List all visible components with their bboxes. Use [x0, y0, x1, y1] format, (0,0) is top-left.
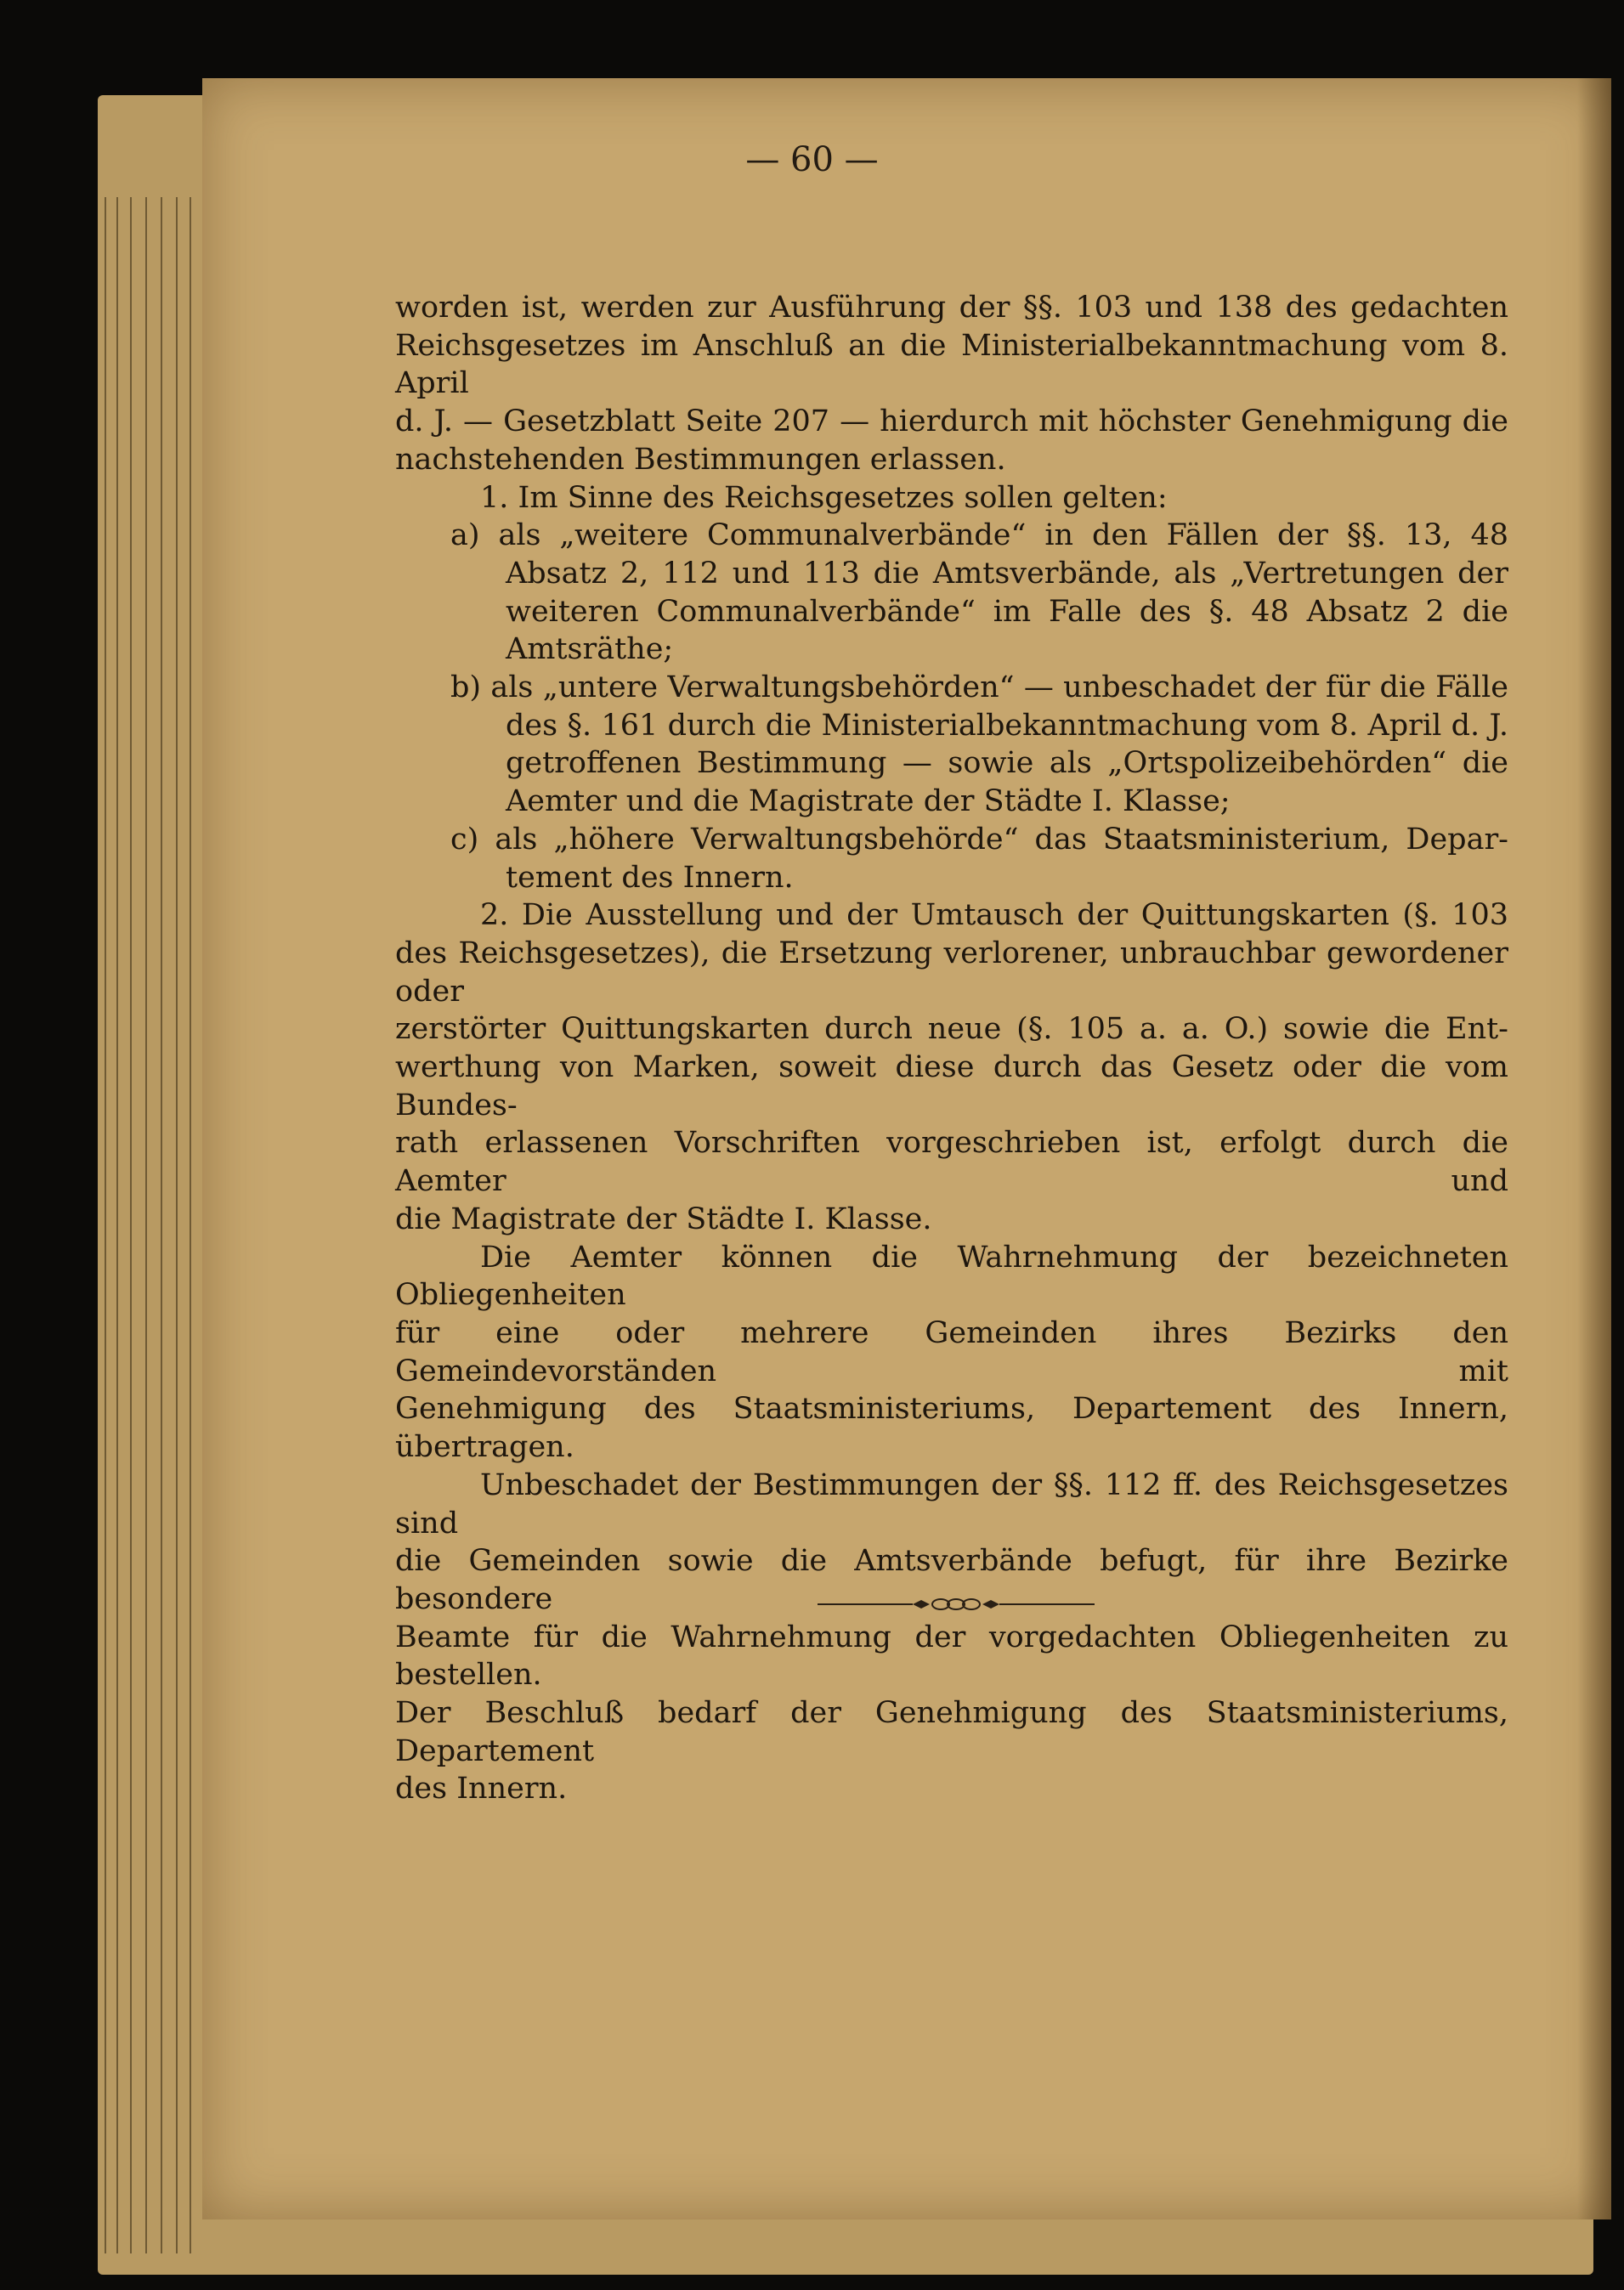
text-line: Absatz 2, 112 und 113 die Amtsverbände, als „Vertretungen der	[506, 556, 1508, 591]
text-line: des §. 161 durch die Ministerialbekanntmachung vom 8. April d. J.	[506, 708, 1508, 743]
text-line: b) als „untere Verwaltungsbehörden“ — unbeschadet der für die Fälle	[450, 670, 1508, 705]
body-text	[395, 289, 1508, 1808]
text-line: d. J. — Gesetzblatt Seite 207 — hierdurch mit höchster Genehmigung die	[395, 404, 1508, 439]
text-line: a) als „weitere Communalverbände“ in den Fällen der §§. 13, 48	[450, 518, 1508, 553]
page-number: — 60 —	[745, 140, 879, 179]
text-line: Unbeschadet der Bestimmungen der §§. 112 ff. des Reichsgesetzes sind	[395, 1467, 1508, 1541]
page-gutter-shadow	[1577, 78, 1611, 2219]
text-line: Beamte für die Wahrnehmung der vorgedachten Obliegenheiten zu bestellen.	[395, 1620, 1508, 1693]
text-line: weiteren Communalverbände“ im Falle des §. 48 Absatz 2 die	[506, 594, 1508, 629]
text-line: nachstehenden Bestimmungen erlassen.	[395, 442, 1006, 477]
text-line: tement des Innern.	[506, 860, 794, 895]
text-line: Amtsräthe;	[506, 632, 674, 667]
text-line: zerstörter Quittungskarten durch neue (§. 105 a. a. O.) sowie die Ent-	[395, 1012, 1508, 1047]
text-line: 1. Im Sinne des Reichsgesetzes sollen gelten:	[480, 480, 1168, 515]
text-line: c) als „höhere Verwaltungsbehörde“ das Staatsministerium, Depar-	[450, 822, 1508, 857]
text-line: 2. Die Ausstellung und der Umtausch der Quittungskarten (§. 103	[480, 898, 1508, 933]
text-line: des Reichsgesetzes), die Ersetzung verlorener, unbrauchbar gewordener oder	[395, 936, 1508, 1009]
text-line: Aemter und die Magistrate der Städte I. Klasse;	[506, 784, 1231, 819]
text-line: Die Aemter können die Wahrnehmung der bezeichneten Obliegenheiten	[395, 1240, 1508, 1313]
text-line: rath erlassenen Vorschriften vorgeschrieben ist, erfolgt durch die Aemter und	[395, 1126, 1508, 1199]
text-line: für eine oder mehrere Gemeinden ihres Bezirks den Gemeindevorständen mit	[395, 1315, 1508, 1388]
text-line: Der Beschluß bedarf der Genehmigung des Staatsministeriums, Departement	[395, 1696, 1508, 1768]
text-line: die Gemeinden sowie die Amtsverbände befugt, für ihre Bezirke besondere	[395, 1544, 1508, 1616]
text-line: Genehmigung des Staatsministeriums, Departement des Innern, übertragen.	[395, 1392, 1508, 1465]
ornament-divider-icon	[818, 1596, 1095, 1613]
text-line: worden ist, werden zur Ausführung der §§. 103 und 138 des gedachten	[395, 291, 1508, 325]
text-line: Reichsgesetzes im Anschluß an die Ministerialbekanntmachung vom 8. April	[395, 328, 1508, 401]
text-line: getroffenen Bestimmung — sowie als „Ortspolizeibehörden“ die	[506, 746, 1508, 781]
text-line: die Magistrate der Städte I. Klasse.	[395, 1202, 932, 1236]
text-line: werthung von Marken, soweit diese durch das Gesetz oder die vom Bundes-	[395, 1050, 1508, 1122]
text-line: des Innern.	[395, 1772, 568, 1807]
